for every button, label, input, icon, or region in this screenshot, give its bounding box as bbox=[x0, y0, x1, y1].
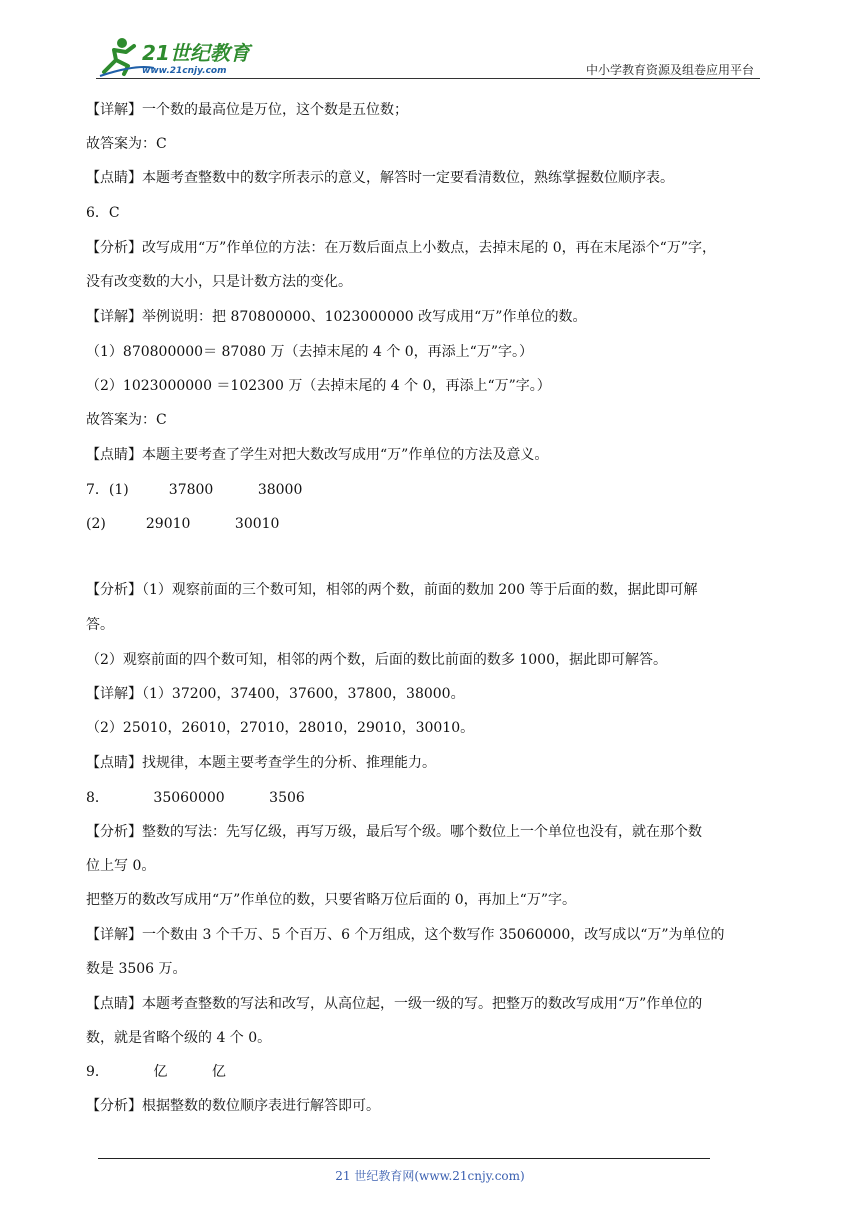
footer-link[interactable]: 21 世纪教育网(www.21cnjy.com) bbox=[335, 1169, 525, 1183]
question-number: 7．(1) 37800 38000 bbox=[86, 482, 303, 498]
text-line: 【分析】根据整数的数位顺序表进行解答即可。 bbox=[86, 1098, 380, 1114]
logo-text: 21世纪教育 bbox=[142, 41, 250, 65]
text-line: 【详解】举例说明：把 870800000、1023000000 改写成用“万”作单位的数。 bbox=[86, 309, 587, 325]
text-line: 【点睛】本题主要考查了学生对把大数改写成用“万”作单位的方法及意义。 bbox=[86, 447, 549, 463]
text-line: 【点睛】本题考查整数的写法和改写，从高位起，一级一级的写。把整万的数改写成用“万”作单位的 bbox=[86, 996, 703, 1012]
text-line: 数，就是省略个级的 4 个 0。 bbox=[86, 1030, 272, 1046]
text-line: 【点睛】找规律，本题主要考查学生的分析、推理能力。 bbox=[86, 755, 436, 771]
text-line: (2) 29010 30010 bbox=[86, 516, 280, 532]
text-line: 答。 bbox=[86, 617, 114, 633]
text-line: 数是 3506 万。 bbox=[86, 961, 187, 977]
text-line: 【详解】一个数由 3 个千万、5 个百万、6 个万组成，这个数写作 35060000，改写成以“万”为单位的 bbox=[86, 927, 725, 943]
text-line: 故答案为：C bbox=[86, 136, 167, 152]
text-line: （2）25010，26010，27010，28010，29010，30010。 bbox=[86, 720, 475, 736]
logo-url: www.21cnjy.com bbox=[142, 66, 227, 76]
footer-divider bbox=[98, 1158, 710, 1159]
text-line: 【详解】一个数的最高位是万位，这个数是五位数； bbox=[86, 102, 408, 118]
text-line: 故答案为：C bbox=[86, 412, 167, 428]
text-line: （1）870800000＝ 87080 万（去掉末尾的 4 个 0，再添上“万”字。） bbox=[86, 344, 533, 360]
text-line: 【点睛】本题考查整数中的数字所表示的意义，解答时一定要看清数位，熟练掌握数位顺序表。 bbox=[86, 170, 674, 186]
text-line: 【分析】（1）观察前面的三个数可知，相邻的两个数，前面的数加 200 等于后面的数，据此即可解 bbox=[86, 582, 698, 598]
text-line: 【分析】整数的写法：先写亿级，再写万级，最后写个级。哪个数位上一个单位也没有，就在那个数 bbox=[86, 824, 702, 840]
text-line: 位上写 0。 bbox=[86, 858, 156, 874]
site-logo[interactable] bbox=[96, 34, 266, 78]
text-line: 【分析】改写成用“万”作单位的方法：在万数后面点上小数点，去掉末尾的 0，再在末尾添个“万”字， bbox=[86, 240, 716, 256]
text-line: 没有改变数的大小，只是计数方法的变化。 bbox=[86, 274, 352, 290]
text-line: （2）观察前面的四个数可知，相邻的两个数，后面的数比前面的数多 1000，据此即可解答。 bbox=[86, 652, 667, 668]
page-header bbox=[96, 34, 760, 80]
runner-logo-icon bbox=[96, 34, 266, 78]
header-divider bbox=[96, 78, 760, 79]
question-number: 9． 亿 亿 bbox=[86, 1064, 226, 1080]
question-number: 8． 35060000 3506 bbox=[86, 790, 305, 806]
question-number: 6．C bbox=[86, 205, 120, 221]
platform-name: 中小学教育资源及组卷应用平台 bbox=[585, 63, 754, 77]
text-line: 【详解】（1）37200，37400，37600，37800，38000。 bbox=[86, 686, 465, 702]
text-line: 把整万的数改写成用“万”作单位的数，只要省略万位后面的 0，再加上“万”字。 bbox=[86, 892, 576, 908]
text-line: （2）1023000000 ＝102300 万（去掉末尾的 4 个 0，再添上“万”字。） bbox=[86, 378, 551, 394]
